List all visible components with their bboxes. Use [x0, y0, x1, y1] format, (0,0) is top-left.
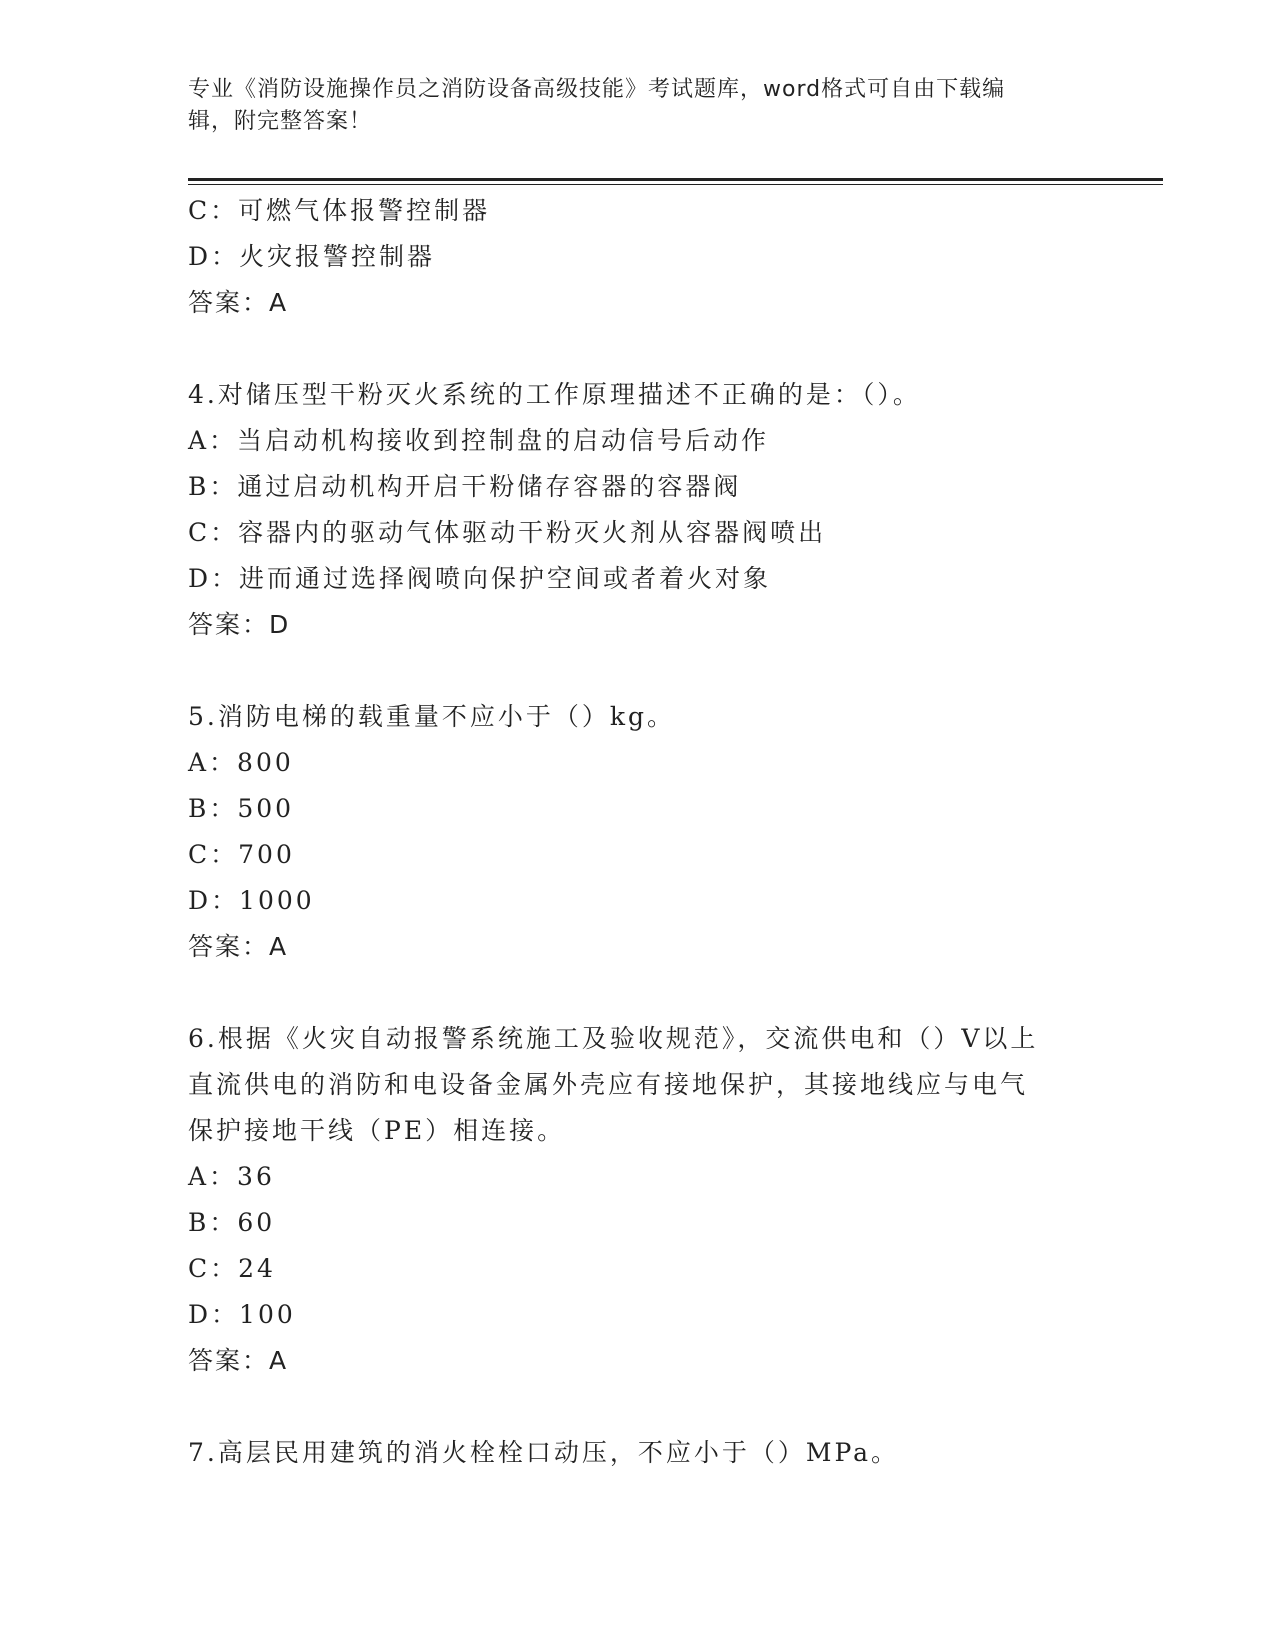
option-b: B：60	[188, 1208, 276, 1237]
question-4	[188, 372, 1088, 648]
option-b: B：通过启动机构开启干粉储存容器的容器阀	[188, 472, 742, 501]
header-divider-thin	[188, 184, 1163, 185]
answer-line: 答案：A	[188, 288, 289, 317]
question-list	[188, 188, 1088, 1476]
option-d: D：1000	[188, 886, 315, 915]
question-stem-line-2: 直流供电的消防和电设备金属外壳应有接地保护，其接地线应与电气	[188, 1070, 1029, 1099]
spacer	[188, 1384, 1088, 1430]
option-a: A：36	[188, 1162, 275, 1191]
answer-line: 答案：A	[188, 932, 289, 961]
document-header	[188, 74, 1078, 138]
question-stem-line-1: 6.根据《火灾自动报警系统施工及验收规范》，交流供电和（）V以上	[188, 1024, 1039, 1053]
question-7	[188, 1430, 1088, 1476]
option-c: C：700	[188, 840, 295, 869]
question-stem: 7.高层民用建筑的消火栓栓口动压，不应小于（）MPa。	[188, 1438, 900, 1467]
spacer	[188, 326, 1088, 372]
answer-line: 答案：A	[188, 1346, 289, 1375]
option-c: C：可燃气体报警控制器	[188, 196, 491, 225]
spacer	[188, 970, 1088, 1016]
option-a: A：当启动机构接收到控制盘的启动信号后动作	[188, 426, 770, 455]
header-line-2: 辑，附完整答案！	[188, 109, 373, 134]
option-d: D：火灾报警控制器	[188, 242, 436, 271]
question-stem-line-3: 保护接地干线（PE）相连接。	[188, 1116, 566, 1145]
question-5	[188, 694, 1088, 970]
option-b: B：500	[188, 794, 295, 823]
option-c: C：24	[188, 1254, 276, 1283]
question-3-tail	[188, 188, 1088, 326]
question-6	[188, 1016, 1088, 1384]
spacer	[188, 648, 1088, 694]
option-a: A：800	[188, 748, 294, 777]
question-stem: 4.对储压型干粉灭火系统的工作原理描述不正确的是：（）。	[188, 380, 921, 409]
header-line-1: 专业《消防设施操作员之消防设备高级技能》考试题库，word格式可自由下载编	[188, 77, 1006, 102]
header-divider-thick	[188, 178, 1163, 181]
option-d: D：进而通过选择阀喷向保护空间或者着火对象	[188, 564, 772, 593]
option-c: C：容器内的驱动气体驱动干粉灭火剂从容器阀喷出	[188, 518, 827, 547]
option-d: D：100	[188, 1300, 296, 1329]
question-stem: 5.消防电梯的载重量不应小于（）kg。	[188, 702, 676, 731]
answer-line: 答案：D	[188, 610, 291, 639]
